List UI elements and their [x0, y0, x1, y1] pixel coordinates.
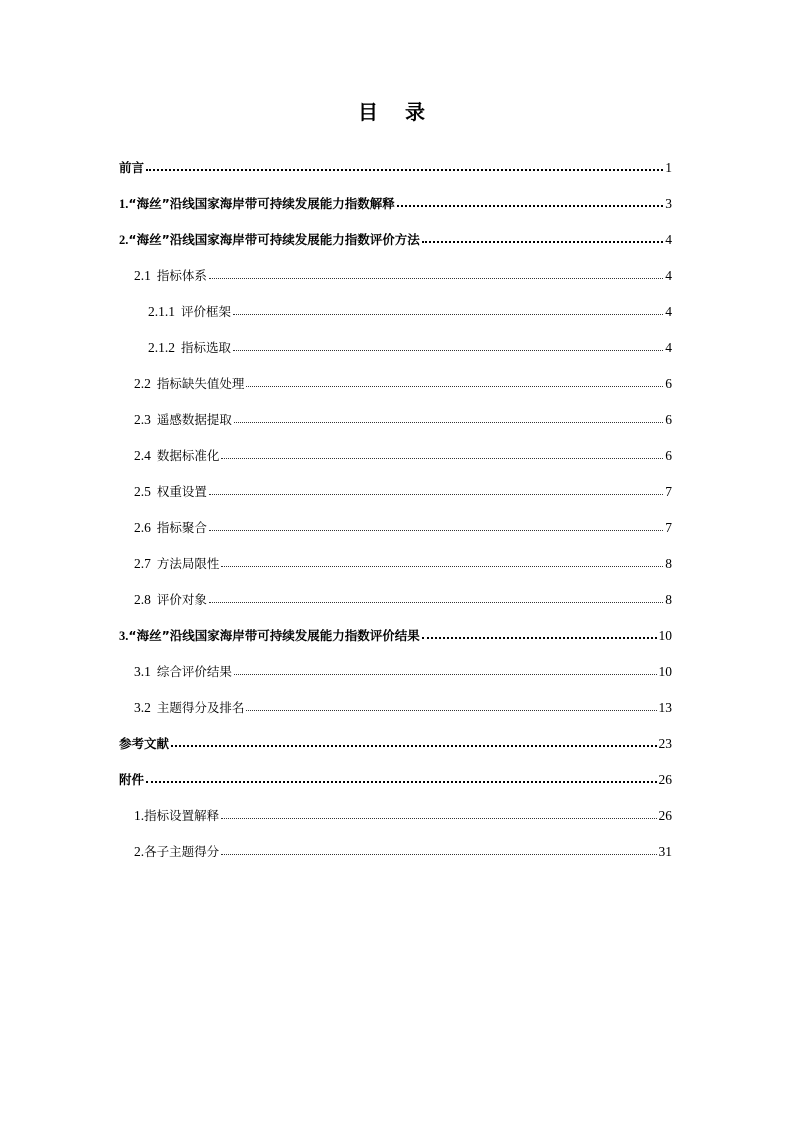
toc-entry-label: 综合评价结果 [156, 664, 232, 679]
toc-entry-2-4[interactable] [134, 446, 672, 466]
toc-entry-label: 指标缺失值处理 [156, 376, 245, 391]
dot-leader [209, 266, 663, 280]
toc-page-number: 4 [665, 340, 672, 355]
toc-page-number: 8 [665, 556, 672, 571]
toc-entry-label: 权重设置 [156, 484, 207, 499]
dot-leader [221, 554, 663, 568]
toc-entry-label: 各子主题得分 [144, 844, 220, 859]
dot-leader [233, 302, 663, 316]
toc-entry-label: 附件 [119, 772, 145, 787]
toc-entry-number: 2.4 [134, 448, 151, 463]
dot-leader [234, 662, 657, 676]
toc-entry-label: 前言 [119, 160, 145, 175]
page-title: 目 录 [358, 100, 435, 124]
toc-entry-number: 2.7 [134, 556, 151, 571]
dot-leader [246, 698, 656, 712]
toc-entry-label: 方法局限性 [156, 556, 220, 571]
toc-entry-2-5[interactable] [134, 482, 672, 502]
dot-leader [234, 410, 663, 424]
toc-entry-appendix-2[interactable] [134, 842, 672, 862]
toc-page-number: 6 [665, 412, 672, 427]
toc-entry-appendix-1[interactable] [134, 806, 672, 826]
toc-entry-number: 2.1.2 [148, 340, 175, 355]
toc-page-number: 6 [665, 376, 672, 391]
dot-leader [209, 590, 663, 604]
dot-leader [209, 518, 663, 532]
toc-entry-label: 评价对象 [156, 592, 207, 607]
toc-entry-label: 指标聚合 [156, 520, 207, 535]
toc-entry-label: “海丝”沿线国家海岸带可持续发展能力指数评价方法 [128, 232, 420, 247]
toc-entry-number: 2.1.1 [148, 304, 175, 319]
toc-entry-3-2[interactable] [134, 698, 672, 718]
toc-entry-2-2[interactable] [134, 374, 672, 394]
toc-page-number: 23 [658, 736, 672, 751]
dot-leader [422, 626, 657, 640]
toc-entry-2-1[interactable] [134, 266, 672, 286]
toc-page-number: 13 [658, 700, 672, 715]
toc-entry-references[interactable] [119, 734, 672, 754]
toc-entry-number: 2.6 [134, 520, 151, 535]
toc-page-number: 4 [665, 304, 672, 319]
dot-leader [422, 230, 663, 244]
toc-page-number: 26 [658, 772, 672, 787]
toc-entry-number: 3.1 [134, 664, 151, 679]
toc-page-number: 3 [665, 196, 672, 211]
toc-entry-number: 1. [119, 197, 129, 211]
toc-entry-3[interactable] [119, 626, 672, 646]
toc-entry-label: 评价框架 [181, 304, 232, 319]
toc-entry-label: 指标体系 [156, 268, 207, 283]
toc-page-number: 1 [665, 160, 672, 175]
toc-entry-number: 2.1 [134, 268, 151, 283]
toc-entry-1[interactable] [119, 194, 672, 214]
toc-entry-label: 参考文献 [119, 736, 170, 751]
toc-entry-label: 指标选取 [181, 340, 232, 355]
toc-entry-number: 3. [119, 629, 129, 643]
dot-leader [221, 842, 656, 856]
toc-entry-number: 2.3 [134, 412, 151, 427]
dot-leader [397, 194, 663, 208]
toc-entry-2-3[interactable] [134, 410, 672, 430]
toc-page-number: 31 [658, 844, 672, 859]
toc-entry-label: “海丝”沿线国家海岸带可持续发展能力指数评价结果 [128, 628, 420, 643]
toc-page-number: 8 [665, 592, 672, 607]
toc-page-number: 10 [658, 628, 672, 643]
toc-entry-label: 数据标准化 [156, 448, 220, 463]
toc-entry-label: 指标设置解释 [144, 808, 220, 823]
toc-entry-number: 2.5 [134, 484, 151, 499]
toc-entry-preface[interactable] [119, 158, 672, 178]
toc-entry-appendix[interactable] [119, 770, 672, 790]
dot-leader [246, 374, 663, 388]
dot-leader [221, 446, 663, 460]
toc-page-number: 26 [658, 808, 672, 823]
dot-leader [233, 338, 663, 352]
toc-entry-number: 2.8 [134, 592, 151, 607]
toc-entry-2-1-1[interactable] [148, 302, 672, 322]
toc-entry-2[interactable] [119, 230, 672, 250]
toc-entry-number: 2. [134, 844, 145, 859]
toc-page-number: 4 [665, 232, 672, 247]
toc-page-number: 10 [658, 664, 672, 679]
toc-entry-2-1-2[interactable] [148, 338, 672, 358]
toc-entry-number: 2. [119, 233, 129, 247]
dot-leader [209, 482, 663, 496]
toc-page-number: 6 [665, 448, 672, 463]
toc-entry-2-6[interactable] [134, 518, 672, 538]
toc-entry-number: 3.2 [134, 700, 151, 715]
toc-entry-label: “海丝”沿线国家海岸带可持续发展能力指数解释 [128, 196, 395, 211]
toc-entry-2-8[interactable] [134, 590, 672, 610]
toc-page-number: 7 [665, 484, 672, 499]
toc-entry-label: 主题得分及排名 [156, 700, 245, 715]
dot-leader [171, 734, 656, 748]
toc-entry-2-7[interactable] [134, 554, 672, 574]
dot-leader [146, 158, 663, 172]
toc-page-number: 7 [665, 520, 672, 535]
toc-entry-label: 遥感数据提取 [156, 412, 232, 427]
toc-entry-number: 2.2 [134, 376, 151, 391]
dot-leader [146, 770, 656, 784]
dot-leader [221, 806, 656, 820]
toc-page-number: 4 [665, 268, 672, 283]
toc-entry-number: 1. [134, 808, 145, 823]
toc-entry-3-1[interactable] [134, 662, 672, 682]
